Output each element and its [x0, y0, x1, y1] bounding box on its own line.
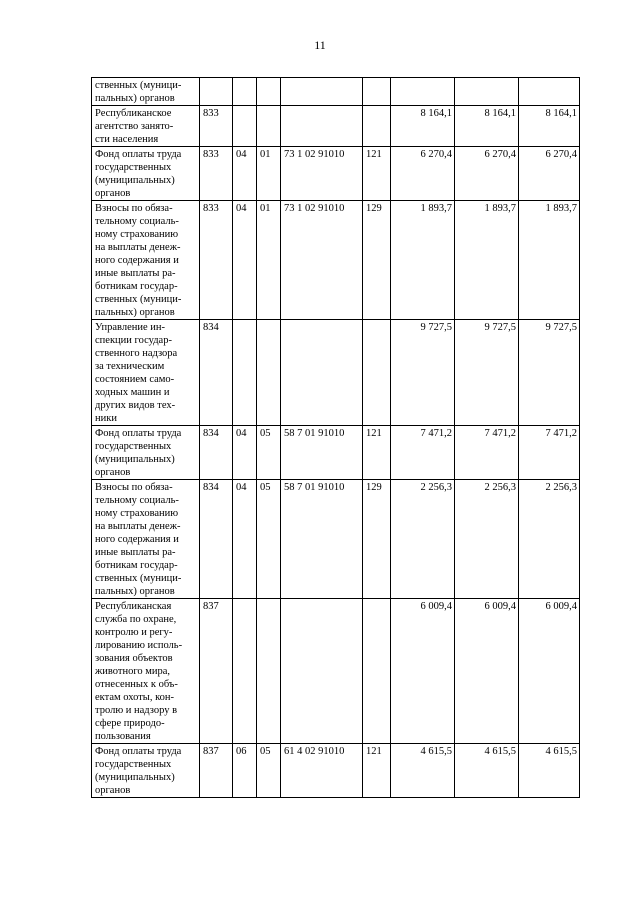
amount-year1-cell: 2 256,3 [391, 480, 455, 599]
target-article-cell: 58 7 01 91010 [281, 426, 363, 480]
table-row [92, 480, 580, 599]
ministry-code-cell: 833 [200, 106, 233, 147]
recipient-name-line: (муниципальных) [95, 175, 175, 186]
recipient-name-line: ходных машин и [95, 387, 170, 398]
amount-year3-cell: 1 893,7 [519, 201, 580, 320]
recipient-name-line: контролю и регу- [95, 627, 173, 638]
section-cell [233, 599, 257, 744]
amount-year3-cell: 2 256,3 [519, 480, 580, 599]
amount-year2-cell: 9 727,5 [455, 320, 519, 426]
recipient-name-line: Республиканская [95, 601, 172, 612]
amount-year2-cell: 6 270,4 [455, 147, 519, 201]
amount-year1-cell: 4 615,5 [391, 744, 455, 798]
recipient-name-line: агентство занято- [95, 121, 174, 132]
recipient-name-cell [92, 147, 200, 201]
table-row [92, 78, 580, 106]
table-row [92, 744, 580, 798]
target-article-cell [281, 78, 363, 106]
recipient-name-cell [92, 320, 200, 426]
recipient-name-line: служба по охране, [95, 614, 177, 625]
recipient-name-cell [92, 106, 200, 147]
target-article-cell [281, 599, 363, 744]
recipient-name-cell [92, 744, 200, 798]
recipient-name-line: ственных (муници- [95, 80, 182, 91]
recipient-name-line: государственных [95, 441, 172, 452]
amount-year1-cell: 6 270,4 [391, 147, 455, 201]
ministry-code-cell: 837 [200, 599, 233, 744]
section-cell: 06 [233, 744, 257, 798]
amount-year3-cell: 6 270,4 [519, 147, 580, 201]
amount-year3-cell: 8 164,1 [519, 106, 580, 147]
amount-year2-cell: 4 615,5 [455, 744, 519, 798]
amount-year2-cell: 6 009,4 [455, 599, 519, 744]
table-row [92, 201, 580, 320]
ministry-code-cell: 834 [200, 480, 233, 599]
target-article-cell: 73 1 02 91010 [281, 147, 363, 201]
recipient-name-line: отнесенных к объ- [95, 679, 178, 690]
ministry-code-cell: 834 [200, 426, 233, 480]
recipient-name-line: Фонд оплаты труда [95, 149, 182, 160]
table-row [92, 426, 580, 480]
section-cell: 04 [233, 480, 257, 599]
recipient-name-line: ственного надзора [95, 348, 178, 359]
expense-type-cell: 129 [363, 480, 391, 599]
section-cell: 04 [233, 201, 257, 320]
recipient-name-line: лированию исполь- [95, 640, 183, 651]
amount-year3-cell: 4 615,5 [519, 744, 580, 798]
recipient-name-cell [92, 426, 200, 480]
recipient-name-line: тролю и надзору в [95, 705, 178, 716]
recipient-name-line: тельному социаль- [95, 495, 179, 506]
recipient-name-line: Фонд оплаты труда [95, 746, 182, 757]
recipient-name-line: животного мира, [95, 666, 171, 677]
amount-year3-cell [519, 78, 580, 106]
recipient-name-line: пальных) органов [95, 93, 175, 104]
subsection-cell [257, 106, 281, 147]
ministry-code-cell: 834 [200, 320, 233, 426]
amount-year1-cell: 8 164,1 [391, 106, 455, 147]
target-article-cell: 61 4 02 91010 [281, 744, 363, 798]
recipient-name-line: пальных) органов [95, 307, 175, 318]
expense-type-cell: 121 [363, 147, 391, 201]
expense-type-cell [363, 599, 391, 744]
recipient-name-line: органов [95, 188, 131, 199]
table-row [92, 147, 580, 201]
recipient-name-line: органов [95, 785, 131, 796]
section-cell [233, 320, 257, 426]
page-number: 11 [314, 38, 326, 52]
amount-year1-cell: 6 009,4 [391, 599, 455, 744]
amount-year2-cell: 7 471,2 [455, 426, 519, 480]
recipient-name-line: (муниципальных) [95, 772, 175, 783]
recipient-name-cell [92, 480, 200, 599]
section-cell: 04 [233, 426, 257, 480]
recipient-name-line: Взносы по обяза- [95, 482, 173, 493]
subsection-cell [257, 320, 281, 426]
table-row [92, 599, 580, 744]
expense-type-cell [363, 106, 391, 147]
recipient-name-line: ного содержания и [95, 534, 179, 545]
section-cell: 04 [233, 147, 257, 201]
amount-year2-cell: 8 164,1 [455, 106, 519, 147]
amount-year2-cell [455, 78, 519, 106]
recipient-name-line: Республиканское [95, 108, 172, 119]
expense-type-cell [363, 320, 391, 426]
recipient-name-line: сфере природо- [95, 718, 165, 729]
recipient-name-line: сти населения [95, 134, 159, 145]
recipient-name-line: иные выплаты ра- [95, 268, 176, 279]
recipient-name-line: на выплаты денеж- [95, 521, 181, 532]
recipient-name-line: тельному социаль- [95, 216, 179, 227]
recipient-name-line: пальных) органов [95, 586, 175, 597]
table-row [92, 106, 580, 147]
subsection-cell: 05 [257, 480, 281, 599]
target-article-cell [281, 106, 363, 147]
recipient-name-line: ному страхованию [95, 508, 179, 519]
ministry-code-cell: 833 [200, 201, 233, 320]
expense-type-cell: 121 [363, 744, 391, 798]
recipient-name-line: зования объектов [95, 653, 173, 664]
table-row [92, 320, 580, 426]
recipient-name-line: ственных (муници- [95, 573, 182, 584]
amount-year3-cell: 9 727,5 [519, 320, 580, 426]
recipient-name-line: органов [95, 467, 131, 478]
recipient-name-line: ного содержания и [95, 255, 179, 266]
recipient-name-line: за техническим [95, 361, 165, 372]
expense-type-cell: 129 [363, 201, 391, 320]
section-cell [233, 106, 257, 147]
subsection-cell: 01 [257, 147, 281, 201]
amount-year1-cell: 9 727,5 [391, 320, 455, 426]
recipient-name-line: других видов тех- [95, 400, 176, 411]
amount-year3-cell: 7 471,2 [519, 426, 580, 480]
recipient-name-line: ботникам государ- [95, 560, 178, 571]
amount-year1-cell: 7 471,2 [391, 426, 455, 480]
recipient-name-line: пользования [95, 731, 151, 742]
ministry-code-cell: 837 [200, 744, 233, 798]
recipient-name-line: Взносы по обяза- [95, 203, 173, 214]
expense-type-cell: 121 [363, 426, 391, 480]
recipient-name-line: иные выплаты ра- [95, 547, 176, 558]
recipient-name-line: ники [95, 413, 117, 424]
amount-year3-cell: 6 009,4 [519, 599, 580, 744]
subsection-cell [257, 599, 281, 744]
recipient-name-line: ботникам государ- [95, 281, 178, 292]
ministry-code-cell [200, 78, 233, 106]
recipient-name-line: спекции государ- [95, 335, 172, 346]
recipient-name-line: ектам охоты, кон- [95, 692, 175, 703]
subsection-cell [257, 78, 281, 106]
recipient-name-line: Фонд оплаты труда [95, 428, 182, 439]
amount-year1-cell [391, 78, 455, 106]
expense-type-cell [363, 78, 391, 106]
recipient-name-line: на выплаты денеж- [95, 242, 181, 253]
recipient-name-line: государственных [95, 162, 172, 173]
subsection-cell: 01 [257, 201, 281, 320]
target-article-cell [281, 320, 363, 426]
recipient-name-line: ственных (муници- [95, 294, 182, 305]
amount-year2-cell: 1 893,7 [455, 201, 519, 320]
recipient-name-cell [92, 599, 200, 744]
table-body [92, 78, 580, 798]
recipient-name-line: состоянием само- [95, 374, 175, 385]
subsection-cell: 05 [257, 744, 281, 798]
ministry-code-cell: 833 [200, 147, 233, 201]
target-article-cell: 58 7 01 91010 [281, 480, 363, 599]
amount-year1-cell: 1 893,7 [391, 201, 455, 320]
recipient-name-cell [92, 201, 200, 320]
recipient-name-line: ному страхованию [95, 229, 179, 240]
budget-table [91, 77, 580, 798]
subsection-cell: 05 [257, 426, 281, 480]
amount-year2-cell: 2 256,3 [455, 480, 519, 599]
target-article-cell: 73 1 02 91010 [281, 201, 363, 320]
recipient-name-cell [92, 78, 200, 106]
recipient-name-line: Управление ин- [95, 322, 166, 333]
recipient-name-line: государственных [95, 759, 172, 770]
recipient-name-line: (муниципальных) [95, 454, 175, 465]
section-cell [233, 78, 257, 106]
